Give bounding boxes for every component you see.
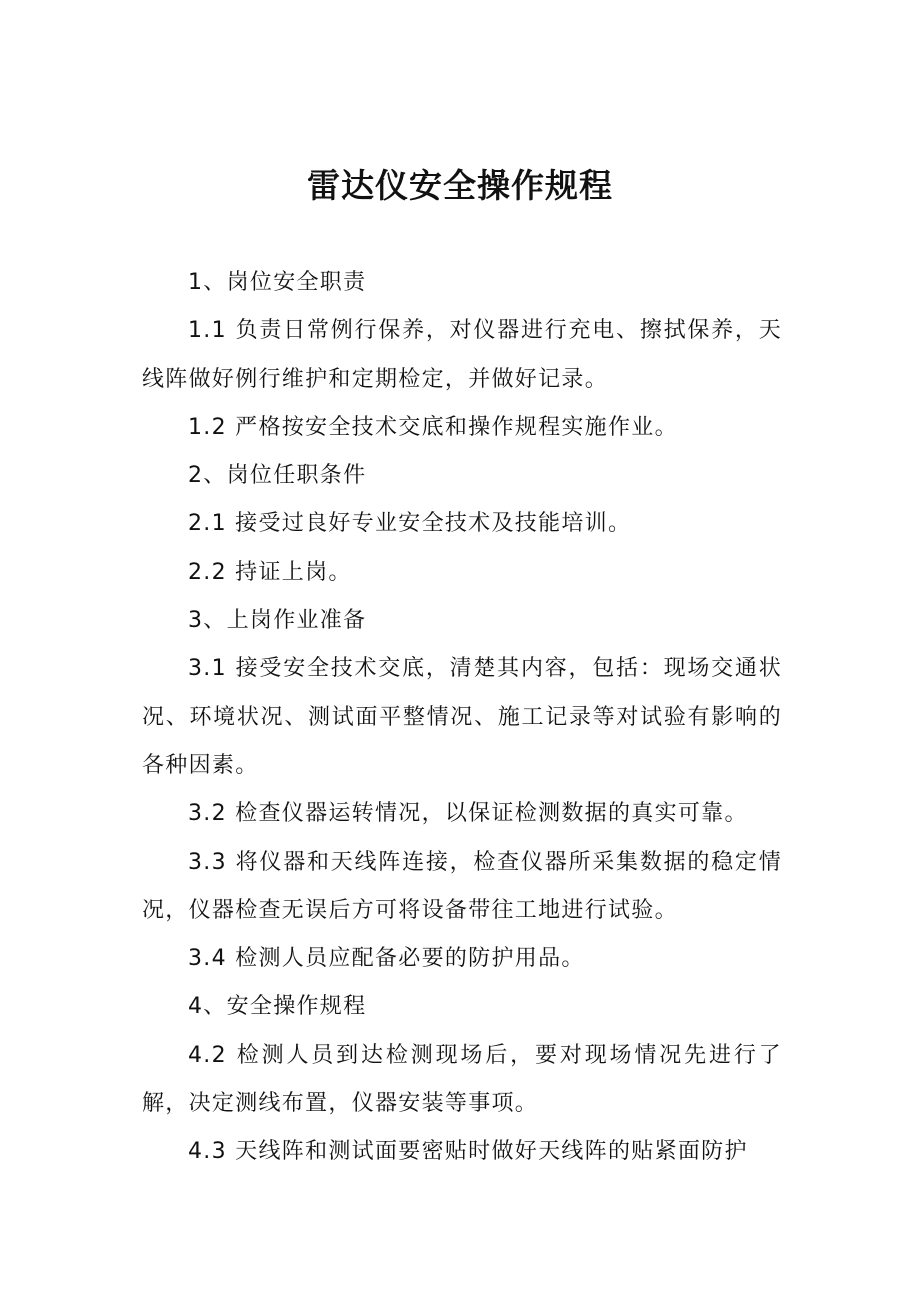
paragraph-3-1: 3.1 接受安全技术交底，清楚其内容，包括：现场交通状况、环境状况、测试面平整情况、施工记录等对试验有影响的各种因素。 (142, 656, 782, 778)
paragraph-1-2: 1.2 严格按安全技术交底和操作规程实施作业。 (188, 414, 678, 440)
paragraph-4-2: 4.2 检测人员到达检测现场后，要对现场情况先进行了解，决定测线布置，仪器安装等事项。 (142, 1042, 782, 1117)
paragraph-3-3: 3.3 将仪器和天线阵连接，检查仪器所采集数据的稳定情况，仪器检查无误后方可将设备带往工地进行试验。 (142, 849, 782, 923)
section-heading-4: 4、安全操作规程 (188, 994, 367, 1020)
paragraph-4-3: 4.3 天线阵和测试面要密贴时做好天线阵的贴紧面防护 (188, 1139, 748, 1165)
section-heading-1: 1、岗位安全职责 (188, 270, 367, 295)
document-title: 雷达仪安全操作规程 (307, 166, 613, 205)
section-heading-3: 3、上岗作业准备 (188, 608, 367, 634)
paragraph-2-1: 2.1 接受过良好专业安全技术及技能培训。 (188, 511, 632, 537)
paragraph-3-2: 3.2 检查仪器运转情况，以保证检测数据的真实可靠。 (188, 801, 748, 827)
paragraph-2-2: 2.2 持证上岗。 (188, 559, 352, 585)
section-heading-2: 2、岗位任职条件 (188, 463, 367, 489)
paragraph-3-4: 3.4 检测人员应配备必要的防护用品。 (188, 946, 585, 972)
paragraph-1-1: 1.1 负责日常例行保养，对仪器进行充电、擦拭保养，天线阵做好例行维护和定期检定，并做好记录。 (142, 318, 782, 392)
document-body (142, 259, 782, 1177)
